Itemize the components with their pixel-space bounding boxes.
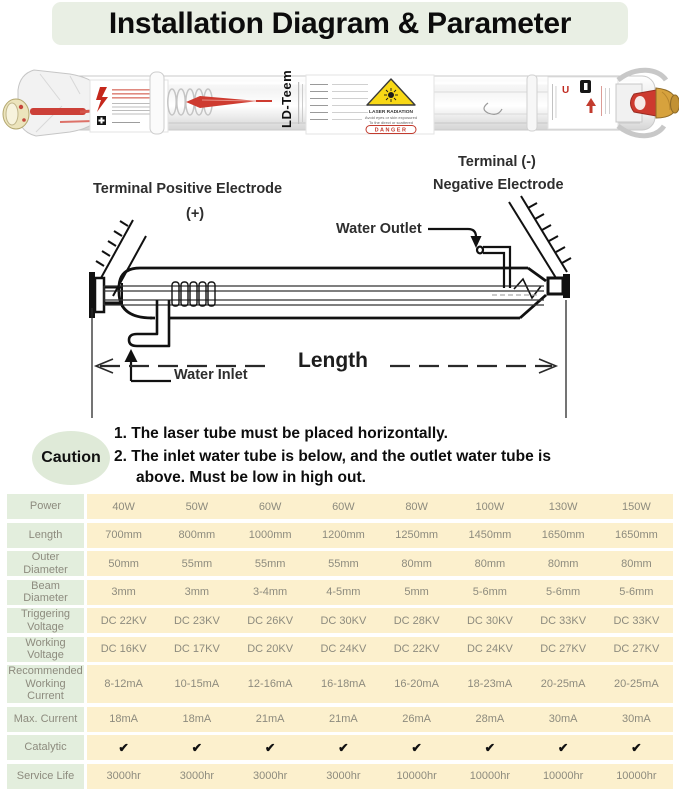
brand-text: LD-Teem	[279, 69, 294, 128]
table-cell: 80mm	[401, 557, 432, 570]
table-cell: 1200mm	[321, 529, 365, 541]
table-cell: 5-6mm	[546, 586, 581, 598]
table-cell: DC 30KV	[466, 614, 513, 627]
table-cell: 3000hr	[106, 770, 141, 782]
row-label: Outer Diameter	[7, 551, 84, 576]
warning-line2: To the direct or scattered	[368, 120, 414, 125]
table-row	[7, 494, 673, 519]
row-label: Max. Current	[7, 707, 84, 732]
water-inlet-pipe	[129, 300, 169, 346]
spec-label-right	[548, 77, 618, 129]
table-cell: 5-6mm	[619, 586, 654, 598]
table-row	[7, 608, 673, 633]
warning-line1: Avoid eyes or skin exposured	[364, 115, 418, 120]
row-label: Service Life	[7, 764, 84, 789]
tube-ring	[150, 72, 164, 134]
table-cell: 1650mm	[614, 529, 658, 541]
table-row	[7, 551, 673, 576]
row-values	[87, 665, 673, 703]
parameter-table	[7, 494, 673, 789]
table-cell: ✔	[191, 741, 203, 755]
table-cell: DC 26KV	[247, 614, 294, 627]
water-outlet-arrow	[428, 229, 482, 248]
table-cell: DC 23KV	[173, 614, 220, 627]
row-values	[87, 764, 673, 789]
table-cell: 60W	[258, 500, 282, 513]
table-cell: 16-18mA	[321, 678, 366, 690]
row-label: Triggering Voltage	[7, 608, 84, 633]
warning-title: LASER RADIATION	[369, 110, 413, 115]
label-terminal-negative: Terminal (-)	[458, 154, 536, 170]
row-values	[87, 608, 673, 633]
row-values	[87, 580, 673, 605]
table-row	[7, 707, 673, 732]
table-cell: DC 17KV	[173, 643, 220, 655]
row-label: Catalytic	[7, 735, 84, 760]
table-cell: ✔	[557, 741, 569, 755]
table-row	[7, 735, 673, 760]
table-cell: 3000hr	[326, 770, 361, 782]
table-cell: DC 24KV	[466, 643, 513, 655]
caution-list	[114, 423, 599, 488]
table-cell: 3000hr	[179, 770, 214, 782]
row-values	[87, 707, 673, 732]
row-values	[87, 494, 673, 519]
table-cell: 5mm	[404, 586, 429, 598]
row-label: Working Voltage	[7, 637, 84, 662]
label-positive-sign: (+)	[186, 206, 205, 222]
table-cell: ✔	[484, 741, 496, 755]
table-cell: DC 16KV	[100, 643, 147, 655]
table-cell: 3000hr	[252, 770, 288, 782]
row-label: Power	[7, 494, 84, 519]
table-cell: 8-12mA	[104, 678, 143, 690]
table-cell: 18mA	[182, 713, 212, 725]
table-cell: 1650mm	[541, 529, 585, 541]
table-cell: 700mm	[105, 529, 142, 541]
table-cell: 150W	[622, 500, 651, 513]
table-cell: DC 33KV	[540, 614, 587, 627]
table-cell: ✔	[631, 741, 642, 755]
label-negative-electrode: Negative Electrode	[433, 177, 564, 193]
label-water-inlet: Water Inlet	[174, 367, 248, 383]
table-cell: 1000mm	[248, 529, 292, 541]
table-cell: 50mm	[108, 557, 139, 570]
table-cell: 1450mm	[468, 529, 512, 541]
table-cell: 28mA	[475, 713, 505, 725]
table-row	[7, 764, 673, 789]
table-cell: 40W	[112, 500, 135, 513]
label-water-outlet: Water Outlet	[336, 221, 422, 237]
row-values	[87, 551, 673, 576]
table-cell: 10000hr	[616, 770, 657, 782]
caution-badge: Caution	[32, 431, 110, 485]
row-values	[87, 523, 673, 548]
table-cell: 80mm	[474, 557, 506, 570]
table-cell: 3mm	[184, 586, 210, 598]
table-cell: 12-16mA	[247, 678, 293, 690]
caution-item: 2. The inlet water tube is below, and the outlet water tube is above. Must be low in high out.	[114, 448, 551, 486]
table-cell: ✔	[338, 741, 349, 755]
table-cell: DC 28KV	[393, 614, 440, 627]
row-label: Beam Diameter	[7, 580, 84, 605]
right-cap	[548, 278, 563, 294]
table-cell: DC 22KV	[393, 643, 440, 655]
table-cell: 30mA	[622, 713, 651, 725]
table-cell: 18mA	[109, 713, 138, 725]
table-cell: DC 24KV	[320, 643, 367, 655]
table-cell: 80mm	[621, 557, 652, 570]
cross-icon	[97, 116, 106, 125]
table-cell: 10000hr	[469, 770, 511, 782]
row-label: Length	[7, 523, 84, 548]
table-cell: 1250mm	[395, 529, 439, 541]
table-cell: 50W	[185, 500, 209, 513]
label-length: Length	[298, 349, 368, 372]
table-cell: ✔	[264, 741, 276, 755]
label-terminal-positive: Terminal Positive Electrode	[93, 181, 283, 197]
table-cell: 3-4mm	[253, 586, 288, 598]
danger-text: DANGER	[374, 127, 408, 134]
table-cell: DC 27KV	[540, 643, 587, 655]
table-cell: 20-25mA	[540, 678, 586, 690]
laser-tube-photo	[0, 60, 679, 145]
page-title: Installation Diagram & Parameter	[52, 2, 628, 45]
table-cell: 16-20mA	[394, 678, 439, 690]
glass-joint	[527, 75, 537, 131]
table-cell: 55mm	[254, 557, 286, 570]
table-cell: DC 30KV	[320, 614, 367, 627]
table-cell: 3mm	[111, 586, 136, 598]
table-cell: ✔	[411, 741, 422, 755]
table-cell: DC 27KV	[613, 643, 660, 655]
table-cell: ✔	[118, 741, 129, 755]
table-row	[7, 523, 673, 548]
table-cell: 20-25mA	[614, 678, 659, 690]
table-row	[7, 580, 673, 605]
table-cell: 5-6mm	[472, 586, 507, 598]
table-cell: 55mm	[328, 557, 359, 570]
table-cell: 10000hr	[396, 770, 437, 782]
table-cell: 800mm	[178, 529, 216, 541]
row-label: Recommended Working Current	[8, 665, 83, 703]
table-cell: DC 20KV	[247, 643, 294, 655]
table-cell: 4-5mm	[326, 586, 361, 598]
row-values	[87, 735, 673, 760]
table-row	[7, 637, 673, 662]
table-cell: 18-23mA	[467, 678, 513, 690]
table-cell: 21mA	[255, 713, 285, 725]
table-cell: 60W	[332, 500, 355, 513]
row-values	[87, 637, 673, 662]
table-cell: 21mA	[329, 713, 358, 725]
table-cell: 26mA	[402, 713, 431, 725]
table-row	[7, 665, 673, 703]
table-cell: 80mm	[547, 557, 579, 570]
box-icon	[580, 80, 591, 93]
table-cell: DC 22KV	[100, 614, 147, 627]
table-cell: 10-15mA	[174, 678, 220, 690]
table-cell: 130W	[548, 500, 578, 513]
table-cell: 10000hr	[542, 770, 584, 782]
table-cell: DC 33KV	[613, 614, 660, 627]
logo-text: U	[562, 85, 570, 96]
table-cell: 30mA	[548, 713, 578, 725]
table-cell: 100W	[475, 500, 505, 513]
table-cell: 55mm	[181, 557, 213, 570]
spec-label-center	[306, 75, 434, 134]
negative-electrode-wire	[509, 196, 571, 278]
table-cell: 80W	[405, 500, 428, 513]
caution-item: 1. The laser tube must be placed horizontally.	[114, 425, 448, 442]
